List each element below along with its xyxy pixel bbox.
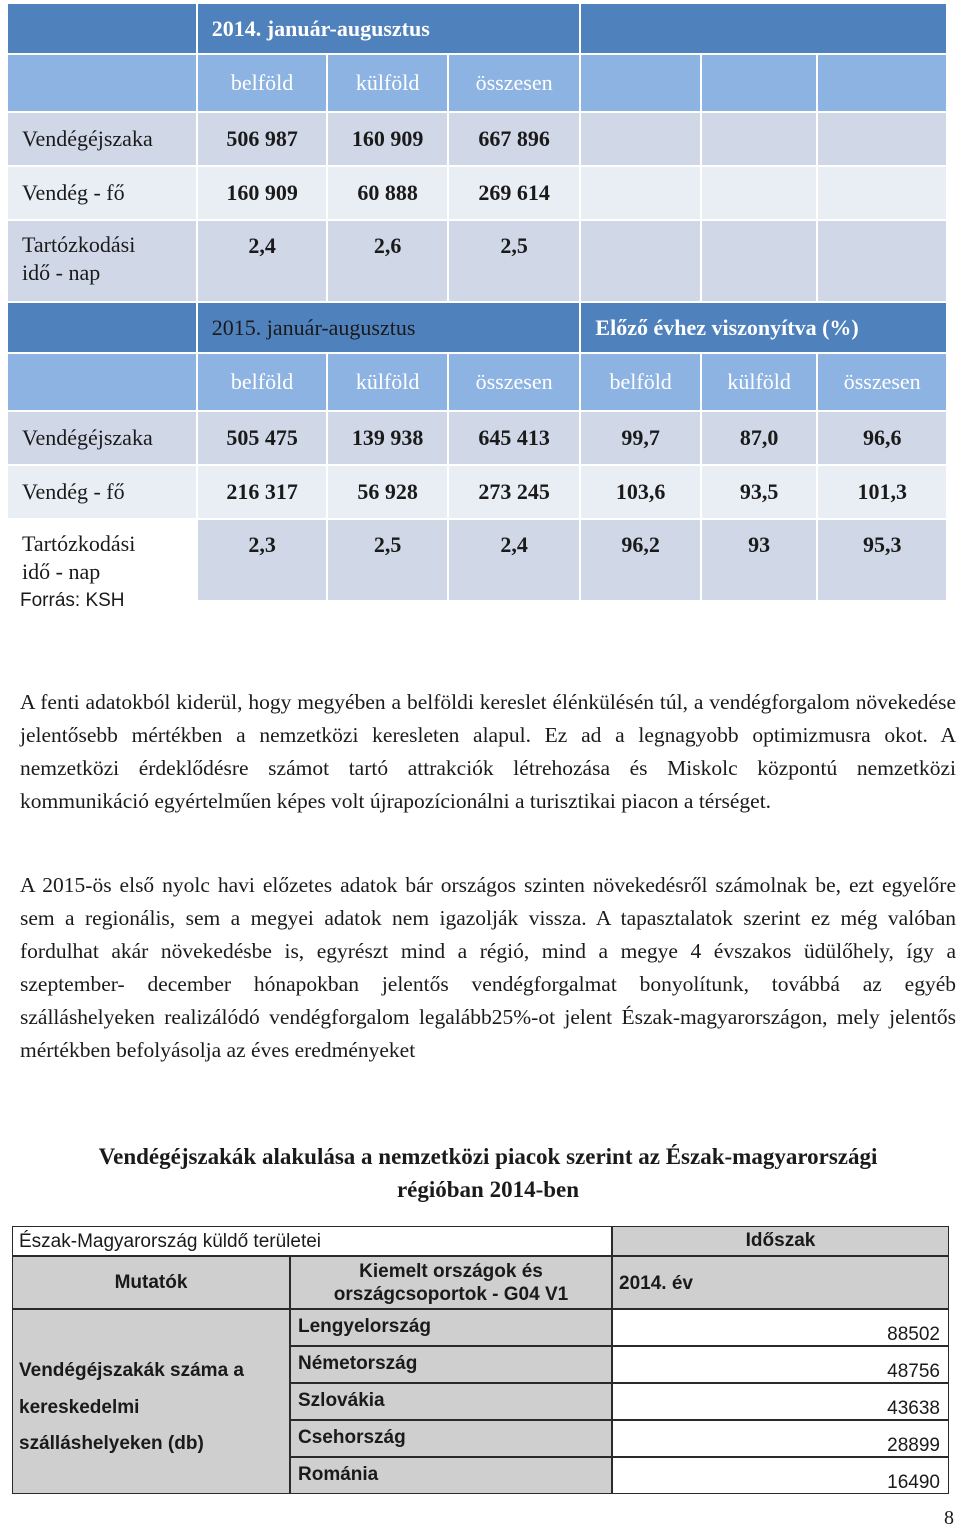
col-foreign-2015: külföld — [328, 354, 447, 410]
col-foreign-pct: külföld — [702, 354, 816, 410]
cell-value: 87,0 — [702, 412, 816, 464]
cell-value: 2,6 — [328, 221, 447, 301]
indicator-line2: kereskedelmi — [19, 1396, 140, 1418]
source-note: Forrás: KSH — [20, 590, 125, 611]
cell-value: 2,5 — [449, 221, 580, 301]
header-row-2015 — [8, 303, 946, 352]
countries-header-cell — [290, 1256, 612, 1309]
cell-value: 269 614 — [449, 167, 580, 219]
country-cell — [290, 1457, 612, 1494]
cell-value: 273 245 — [449, 466, 580, 518]
row-label-guests: Vendég - fő — [8, 466, 196, 518]
paragraph-2: A 2015-ös első nyolc havi előzetes adatok bár országos szinten növekedésről számolnak be, ezt egyelőre sem a regionális, sem a megyei adatok nem igazolják vissza. A tapasztalatok szerint ez még valóban fordulhat akár növekedésbe is, egyrészt mind a régió, mind a megye 4 évszakos üdülőhely, így a szeptember- december hónapokban jelentős vendégforgalmat bonyolítunk, továbbá az egyéb szálláshelyeken realizálódó vendégforgalom legalább25%-ot jelent Észak-magyarországon, mely jelentős mértékben befolyásolja az éves eredményeket — [20, 873, 956, 1062]
country-value: 16490 — [887, 1472, 940, 1493]
indicator-header: Mutatók — [114, 1271, 188, 1293]
cell-value: 96,2 — [581, 520, 700, 600]
cell-value: 160 909 — [328, 113, 447, 165]
period-2014-header: 2014. január-augusztus — [198, 4, 580, 53]
row-label-stay: Tartózkodási idő - nap — [8, 221, 196, 301]
country-name: Németország — [298, 1353, 418, 1374]
value-cell — [612, 1457, 949, 1494]
cell-value: 139 938 — [328, 412, 447, 464]
region-label-cell — [12, 1226, 612, 1256]
header-row-2014 — [8, 4, 946, 53]
row-label-nights: Vendégéjszaka — [8, 412, 196, 464]
cell-value: 103,6 — [581, 466, 700, 518]
column-header-row-2014 — [8, 55, 946, 111]
period-2015-header: 2015. január-augusztus — [198, 303, 580, 352]
cell-value: 216 317 — [198, 466, 327, 518]
table-row-stay-2014 — [8, 221, 946, 301]
row-label-guests: Vendég - fő — [8, 167, 196, 219]
table-row-guests-2015 — [8, 466, 946, 518]
cell-value: 667 896 — [449, 113, 580, 165]
table2-title-line1: Vendégéjszakák alakulása a nemzetközi piacok szerint az Észak-magyarországi — [98, 1144, 878, 1169]
country-value: 88502 — [887, 1324, 940, 1345]
row-label-nights: Vendégéjszaka — [8, 113, 196, 165]
col-foreign-2014: külföld — [328, 55, 447, 111]
col-domestic-2015: belföld — [198, 354, 327, 410]
value-cell — [612, 1420, 949, 1457]
cell-value: 505 475 — [198, 412, 327, 464]
country-cell — [290, 1346, 612, 1383]
value-cell — [612, 1346, 949, 1383]
cell-value: 2,3 — [198, 520, 327, 600]
countries-header-line1: Kiemelt országok és — [359, 1260, 543, 1282]
country-value: 48756 — [887, 1361, 940, 1382]
region-label: Észak-Magyarország küldő területei — [19, 1231, 322, 1252]
col-domestic-pct: belföld — [581, 354, 700, 410]
international-markets-table — [12, 1226, 949, 1494]
row-label-stay: Tartózkodási idő - nap — [8, 520, 196, 600]
cell-value: 101,3 — [818, 466, 946, 518]
cell-value: 56 928 — [328, 466, 447, 518]
table2-title-line2: régióban 2014-ben — [396, 1177, 580, 1202]
country-cell — [290, 1420, 612, 1457]
country-value: 28899 — [887, 1435, 940, 1456]
value-cell — [612, 1309, 949, 1346]
table2-title — [20, 1140, 956, 1206]
country-name: Lengyelország — [298, 1316, 432, 1337]
countries-header-line2: országcsoportok - G04 V1 — [333, 1283, 569, 1305]
cell-value: 99,7 — [581, 412, 700, 464]
country-cell — [290, 1383, 612, 1420]
cell-value: 160 909 — [198, 167, 327, 219]
table-row-nights-2015 — [8, 412, 946, 464]
column-header-row-2015 — [8, 354, 946, 410]
cell-value: 60 888 — [328, 167, 447, 219]
cell-value: 95,3 — [818, 520, 946, 600]
cell-value: 2,4 — [198, 221, 327, 301]
period-header: Időszak — [745, 1230, 816, 1251]
cell-value: 506 987 — [198, 113, 327, 165]
col-total-pct: összesen — [818, 354, 946, 410]
indicator-header-cell — [12, 1256, 290, 1309]
cell-value: 2,4 — [449, 520, 580, 600]
col-total-2015: összesen — [449, 354, 580, 410]
table-row-nights-2014 — [8, 113, 946, 165]
table-row-stay-2015 — [8, 520, 946, 600]
value-cell — [612, 1383, 949, 1420]
comparison-header: Előző évhez viszonyítva (%) — [581, 303, 946, 352]
col-total-2014: összesen — [449, 55, 580, 111]
country-name: Szlovákia — [298, 1390, 385, 1411]
year-header: 2014. év — [619, 1273, 693, 1294]
country-value: 43638 — [887, 1398, 940, 1419]
col-domestic-2014: belföld — [198, 55, 327, 111]
paragraph-1: A fenti adatokból kiderül, hogy megyében a belföldi kereslet élénkülésén túl, a vendégforgalom növekedése jelentősebb mértékben a nemzetközi keresleten alapul. Ez ad a legnagyobb optimizmusra okot. A nemzetközi érdeklődésre számot tartó attrakciók létrehozása és Miskolc központú nemzetközi kommunikáció egyértelműen képes volt újrapozícionálni a turisztikai piacon a térséget. — [20, 690, 956, 813]
table-row-guests-2014 — [8, 167, 946, 219]
indicator-line1: Vendégéjszakák száma a — [19, 1360, 244, 1381]
cell-value: 93,5 — [702, 466, 816, 518]
page-number: 8 — [944, 1507, 954, 1529]
cell-value: 96,6 — [818, 412, 946, 464]
cell-value: 2,5 — [328, 520, 447, 600]
cell-value: 645 413 — [449, 412, 580, 464]
period-header-cell — [612, 1226, 949, 1256]
country-name: Románia — [298, 1464, 379, 1485]
country-name: Csehország — [298, 1427, 406, 1448]
country-cell — [290, 1309, 612, 1346]
indicator-line3: szálláshelyeken (db) — [19, 1433, 204, 1454]
ksh-comparison-table — [6, 2, 948, 602]
year-header-cell — [612, 1256, 949, 1309]
indicator-label-cell — [12, 1309, 290, 1494]
cell-value: 93 — [702, 520, 816, 600]
